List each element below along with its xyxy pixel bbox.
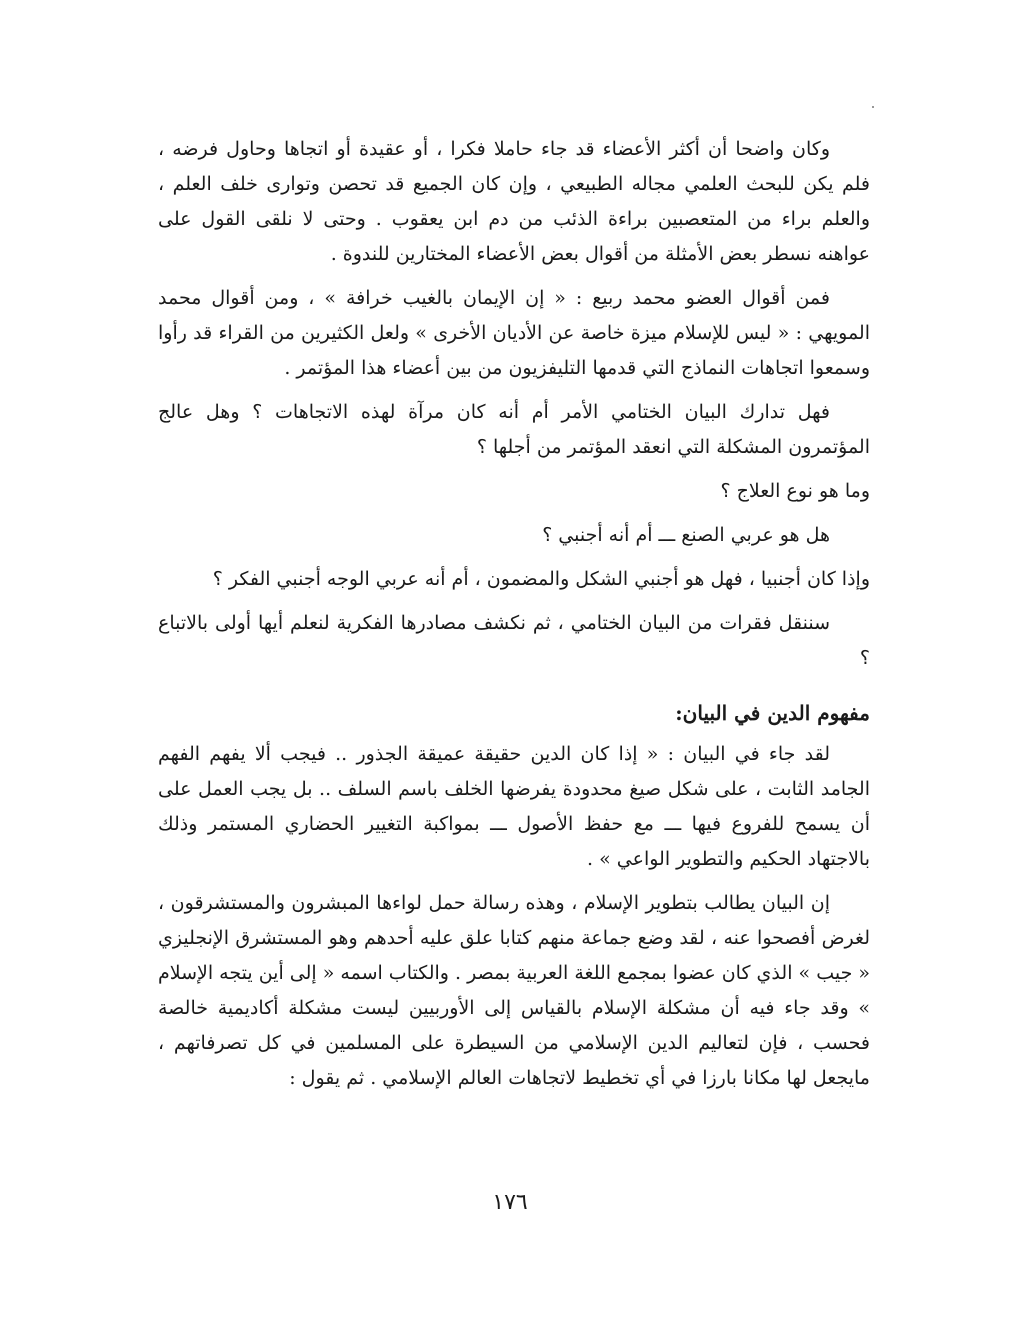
paragraph-treatment-type: وما هو نوع العلاج ؟ xyxy=(720,480,870,502)
paragraph-statement-quote: لقد جاء في البيان : « إذا كان الدين حقيقة عميقة الجذور .. فيجب ألا يفهم الفهم الجامد الثابت ، على شكل صيغ محدودة يفرضها الخلف باسم السلف .. بل يجب العمل على أن يسمح للفروع فيها ـــ مع حفظ الأصول ـــ بمواكبة التغيير الحضاري المستمر وذلك بالاجتهاد الحكيم والتطوير الواعي » . xyxy=(158,743,870,870)
paragraph-quote-sources: سننقل فقرات من البيان الختامي ، ثم نكشف مصادرها الفكرية لنعلم أيها أولى بالاتباع ؟ xyxy=(158,612,870,669)
paragraph-arab-or-foreign: هل هو عربي الصنع ـــ أم أنه أجنبي ؟ xyxy=(542,524,830,546)
paragraph-members-ideas: وكان واضحا أن أكثر الأعضاء قد جاء حاملا فكرا ، أو عقيدة أو اتجاها وحاول فرضه ، فلم يكن للبحث العلمي مجاله الطبيعي ، وإن كان الجميع قد تحصن وتوارى خلف العلم ، والعلم براء من المتعصبين براءة الذئب من دم ابن يعقوب . وحتى لا نلقى القول على عواهنه نسطر بعض الأمثلة من أقوال بعض الأعضاء المختارين للندوة . xyxy=(158,138,870,265)
page-number: ١٧٦ xyxy=(492,1190,528,1215)
section-heading: مفهوم الدين في البيان: xyxy=(675,701,870,725)
paragraph-member-quotes: فمن أقوال العضو محمد ربيع : « إن الإيمان بالغيب خرافة » ، ومن أقوال محمد المويهي : « ليس للإسلام ميزة خاصة عن الأديان الأخرى » ولعل الكثيرين من القراء قد رأوا وسمعوا اتجاهات النماذج التي قدمها التليفزيون من بين أعضاء هذا المؤتمر . xyxy=(158,287,870,379)
paragraph-foreign-form: وإذا كان أجنبيا ، فهل هو أجنبي الشكل والمضمون ، أم أنه عربي الوجه أجنبي الفكر ؟ xyxy=(212,568,870,590)
scan-speck xyxy=(872,106,874,108)
paragraph-final-statement-question: فهل تدارك البيان الختامي الأمر أم أنه كان مرآة لهذه الاتجاهات ؟ وهل عالج المؤتمرون المشكلة التي انعقد المؤتمر من أجلها ؟ xyxy=(158,401,870,458)
page-body xyxy=(158,132,870,1105)
paragraph-islam-development: إن البيان يطالب بتطوير الإسلام ، وهذه رسالة حمل لواءها المبشرون والمستشرقون ، لغرض أفصحوا عنه ، لقد وضع جماعة منهم كتابا علق عليه أحدهم وهو المستشرق الإنجليزي « جيب » الذي كان عضوا بمجمع اللغة العربية بمصر . والكتاب اسمه « إلى أين يتجه الإسلام » وقد جاء فيه أن مشكلة الإسلام بالقياس إلى الأوربيين ليست مشكلة أكاديمية خالصة فحسب ، فإن لتعاليم الدين الإسلامي من السيطرة على المسلمين في كل تصرفاتهم ، مايجعل لها مكانا بارزا في أي تخطيط لاتجاهات العالم الإسلامي . ثم يقول : xyxy=(158,892,870,1089)
